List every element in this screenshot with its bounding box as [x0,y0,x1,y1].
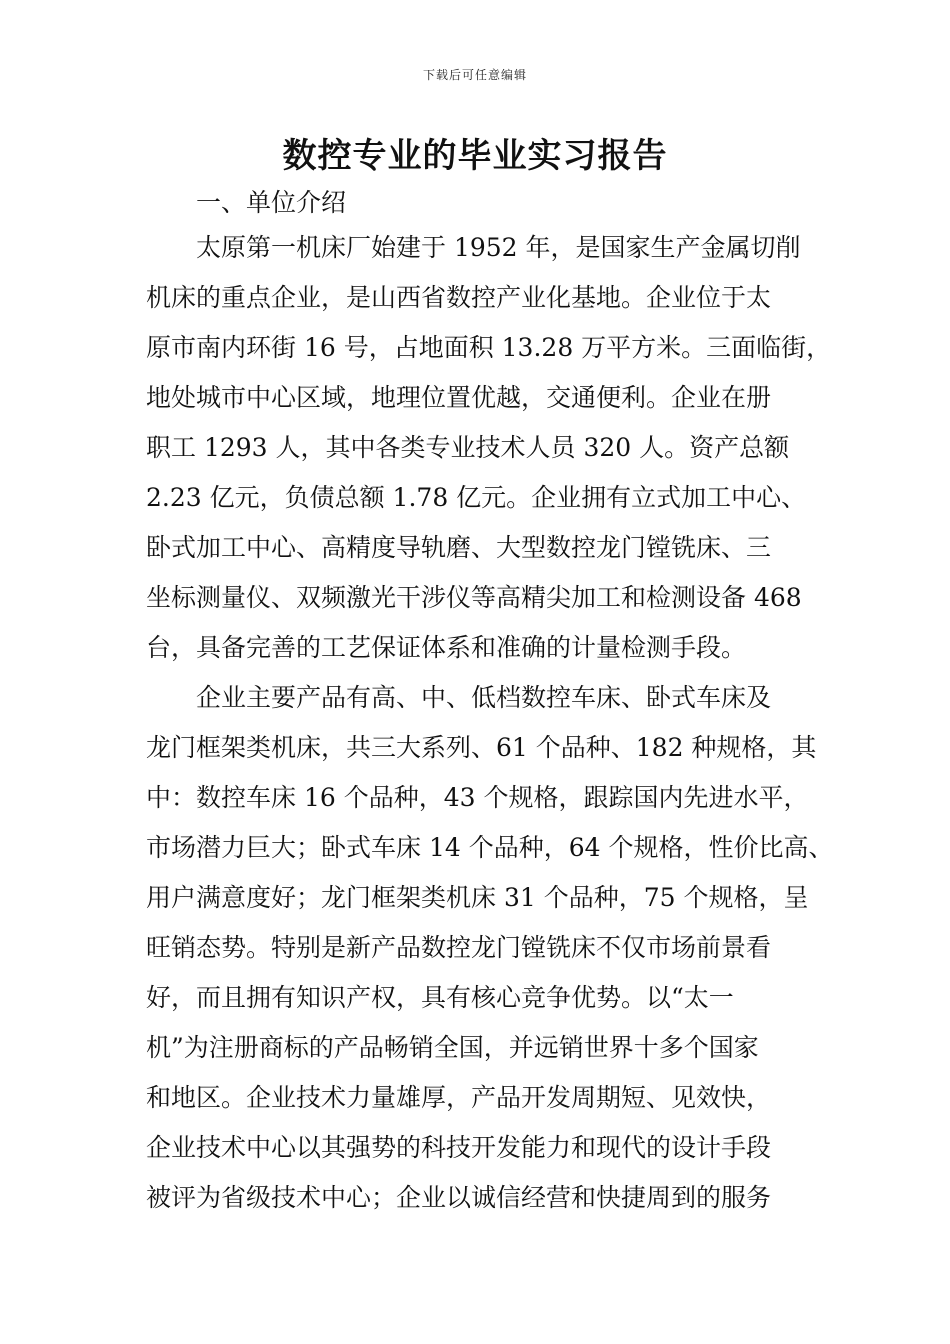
paragraph-line: 台，具备完善的工艺保证体系和准确的计量检测手段。 [146,633,747,662]
paragraph-line: 机”为注册商标的产品畅销全国，并远销世界十多个国家 [146,1033,759,1062]
paragraph-line: 原市南内环街 16 号，占地面积 13.28 万平方米。三面临街， [146,333,832,362]
paragraph-line: 职工 1293 人，其中各类专业技术人员 320 人。资产总额 [146,433,790,462]
header-note: 下载后可任意编辑 [422,68,527,82]
paragraph-line: 好，而且拥有知识产权，具有核心竞争优势。以“太一 [146,983,734,1012]
paragraph-line: 卧式加工中心、高精度导轨磨、大型数控龙门镗铣床、三 [146,533,772,562]
paragraph-line: 用户满意度好；龙门框架类机床 31 个品种，75 个规格，呈 [146,883,809,912]
paragraph-line: 坐标测量仪、双频激光干涉仪等高精尖加工和检测设备 468 [146,583,802,612]
paragraph-line: 机床的重点企业，是山西省数控产业化基地。企业位于太 [146,283,772,312]
paragraph-line: 企业技术中心以其强势的科技开发能力和现代的设计手段 [146,1133,772,1162]
paragraph-line: 太原第一机床厂始建于 1952 年，是国家生产金属切削 [196,233,801,262]
paragraph-line: 旺销态势。特别是新产品数控龙门镗铣床不仅市场前景看 [146,933,772,962]
paragraph-line: 和地区。企业技术力量雄厚，产品开发周期短、见效快， [146,1083,772,1112]
paragraph-line: 龙门框架类机床，共三大系列、61 个品种、182 种规格，其 [146,733,817,762]
paragraph-line: 中：数控车床 16 个品种，43 个规格，跟踪国内先进水平， [146,783,809,812]
paragraph-line: 2.23 亿元，负债总额 1.78 亿元。企业拥有立式加工中心、 [146,483,807,512]
paragraph-line: 地处城市中心区域，地理位置优越，交通便利。企业在册 [146,383,772,412]
document-title: 数控专业的毕业实习报告 [282,136,668,176]
section-heading: 一、单位介绍 [196,188,347,217]
paragraph-line: 被评为省级技术中心；企业以诚信经营和快捷周到的服务 [146,1183,772,1212]
paragraph-line: 企业主要产品有高、中、低档数控车床、卧式车床及 [196,683,772,712]
paragraph-line: 市场潜力巨大；卧式车床 14 个品种，64 个规格，性价比高、 [146,833,834,862]
